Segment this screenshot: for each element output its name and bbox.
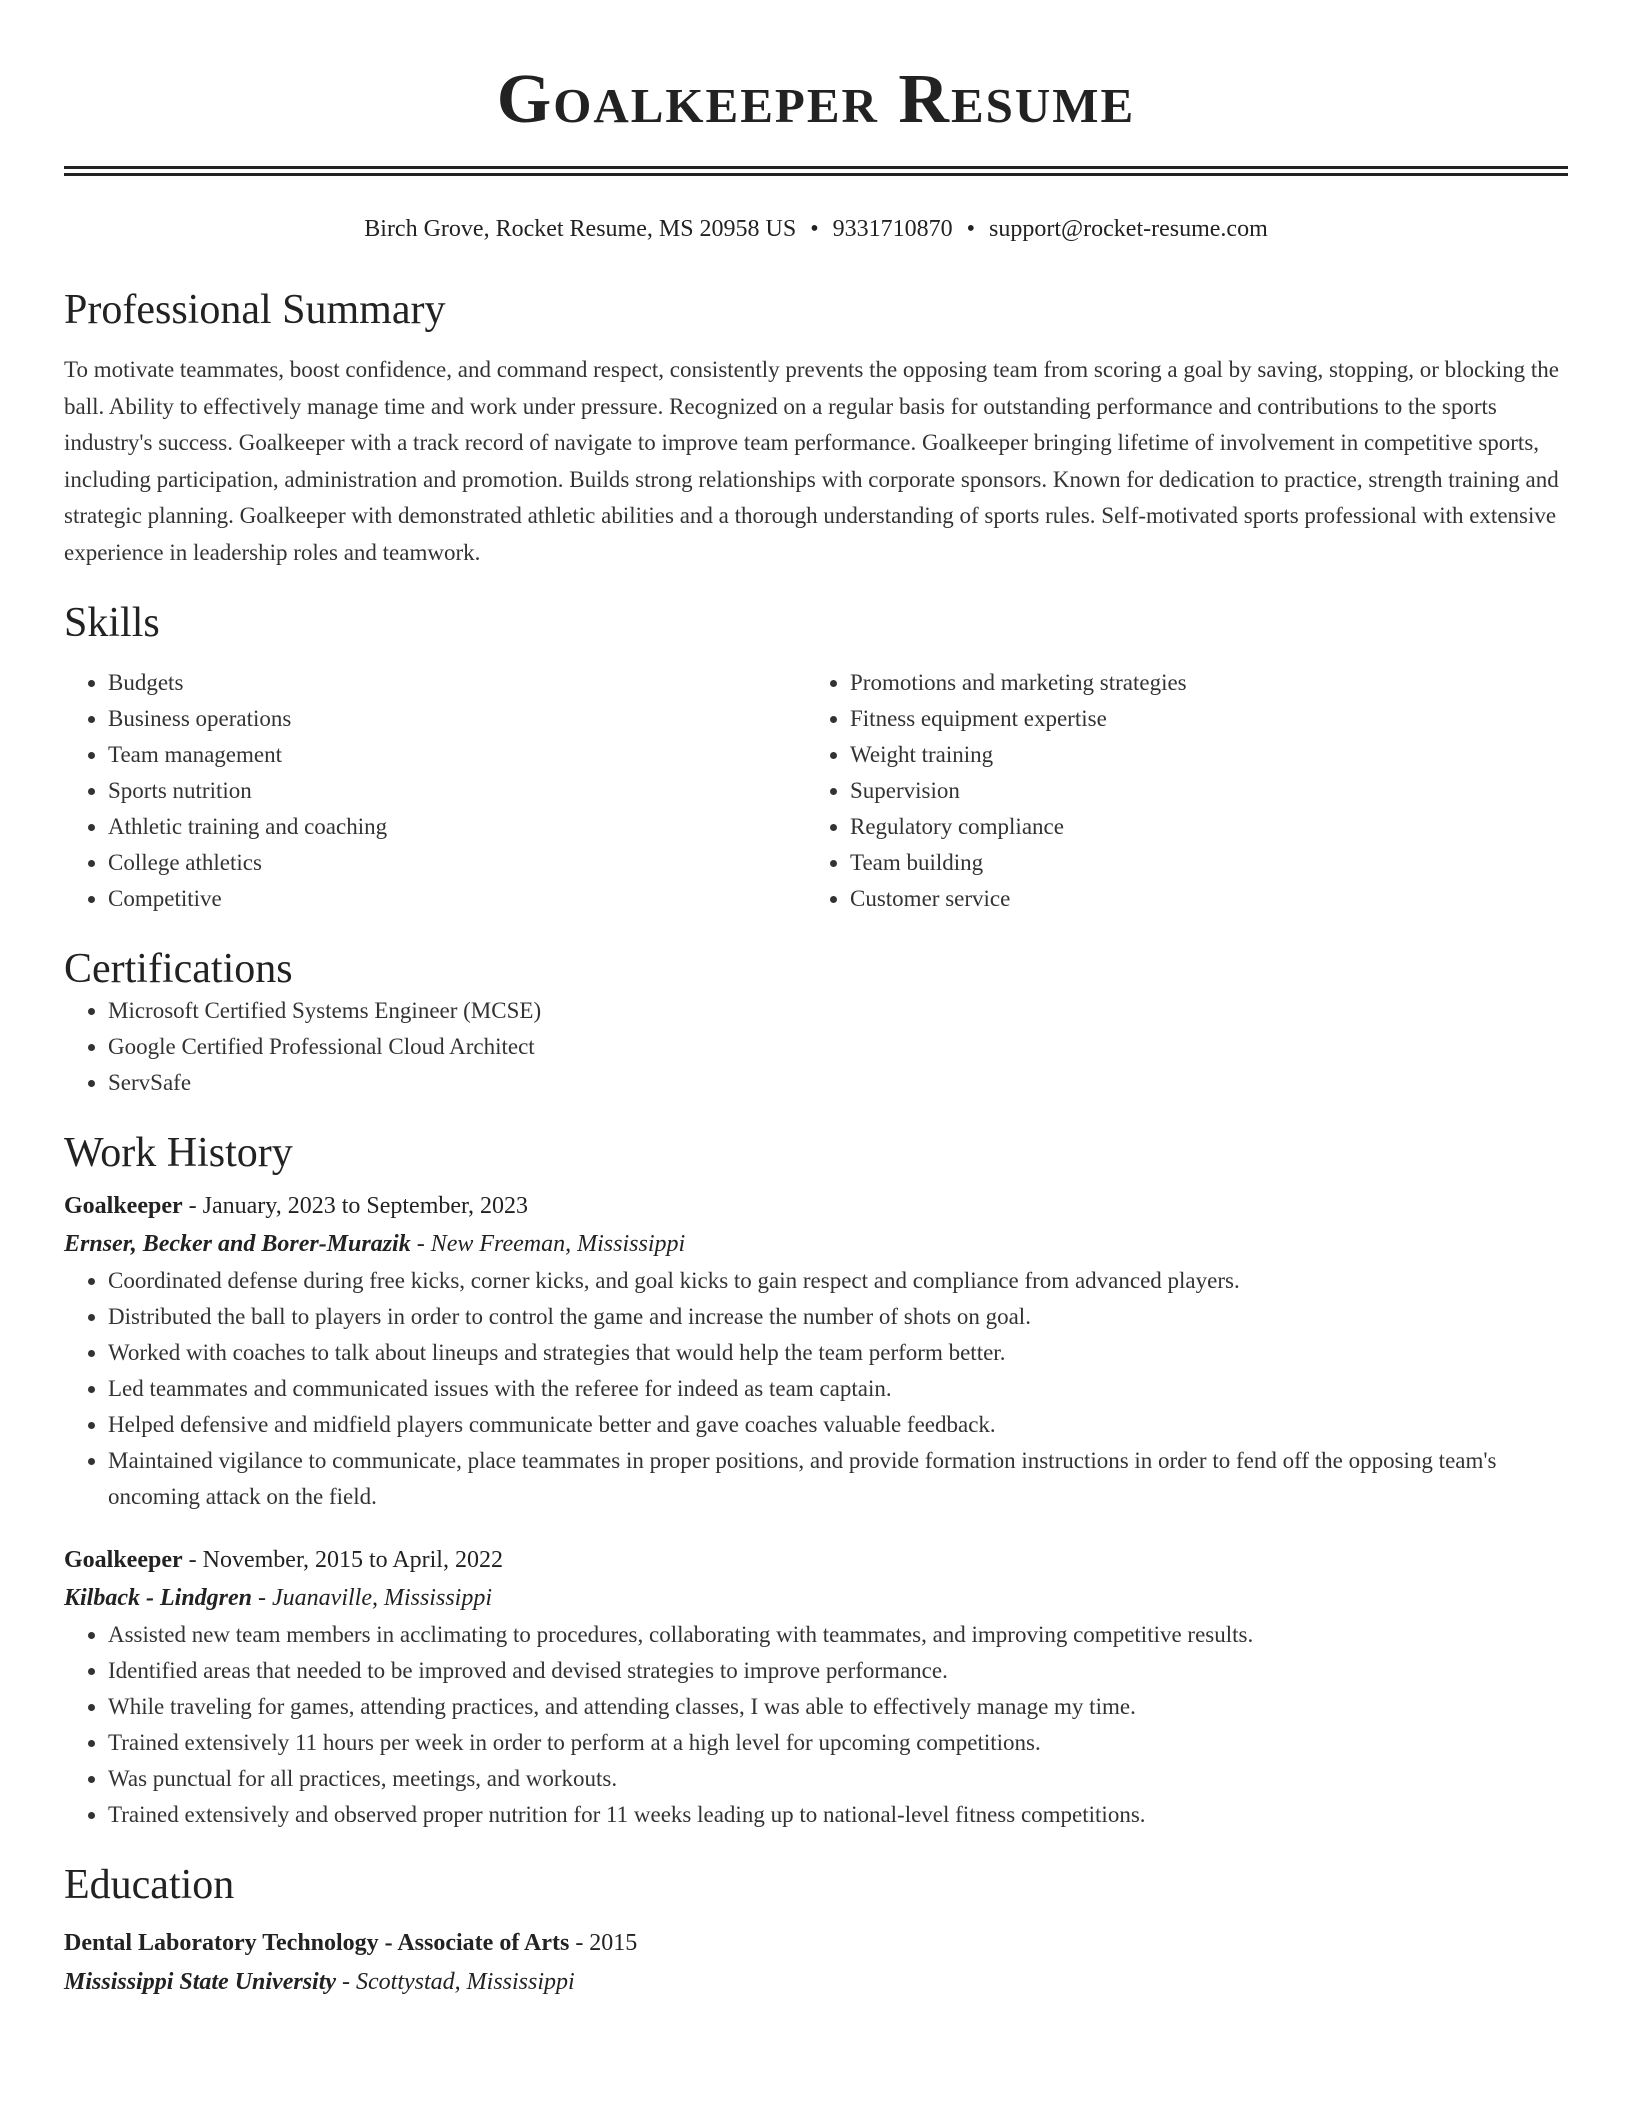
duty-item: • Coordinated defense during free kicks, corner kicks, and goal kicks to gain respect and compliance from advanced players. [108,1263,1568,1299]
skill-item: • Weight training [850,737,1548,773]
contact-separator: • [966,216,976,242]
duty-item: • Assisted new team members in acclimating to procedures, collaborating with teammates, and improving competitive results. [108,1617,1568,1653]
employer-name: Kilback - Lindgren [64,1585,253,1611]
education-heading: Education [64,1862,235,1908]
employer-location: - New Freeman, Mississippi [416,1231,686,1257]
skill-item: • Team management [108,737,806,773]
duty-item: • Was punctual for all practices, meetings, and workouts. [108,1761,1568,1797]
skills-left-list [64,665,806,917]
employer-location: - Juanaville, Mississippi [258,1585,492,1611]
skill-item: • Promotions and marketing strategies [850,665,1548,701]
skill-item: • Regulatory compliance [850,809,1548,845]
skill-item: • Supervision [850,773,1548,809]
job-title-line [64,1187,1568,1225]
job-duties-list [64,1617,1568,1833]
resume-title: Goalkeeper Resume [496,61,1136,138]
degree-name: Dental Laboratory Technology - Associate of Arts [64,1930,570,1956]
job-entry [64,1541,1568,1833]
duty-item: • Helped defensive and midfield players communicate better and gave coaches valuable feedback. [108,1407,1568,1443]
certification-item: • Microsoft Certified Systems Engineer (MCSE) [108,993,1568,1029]
degree-line [64,1923,1568,1963]
certifications-heading: Certifications [64,946,293,992]
summary-text: To motivate teammates, boost confidence, and command respect, consistently prevents the opposing team from scoring a goal by saving, stopping, or blocking the ball. Ability to effectively manage time and work under pressure. Recognized on a regular basis for outstanding performance and contributions to the sports industry's success. Goalkeeper with a track record of navigate to improve team performance. Goalkeeper bringing lifetime of involvement in competitive sports, including participation, administration and promotion. Builds strong relationships with corporate sponsors. Known for dedication to practice, strength training and strategic planning. Goalkeeper with demonstrated athletic abilities and a thorough understanding of sports rules. Self-motivated sports professional with extensive experience in leadership roles and teamwork. [64,357,1559,565]
skill-item: • Competitive [108,881,806,917]
skill-item: • Customer service [850,881,1548,917]
skills-columns [64,665,1568,917]
work-history-heading: Work History [64,1130,293,1176]
skill-item: • Team building [850,845,1548,881]
skill-item: • Fitness equipment expertise [850,701,1548,737]
certifications-list [64,993,1568,1101]
job-title: Goalkeeper [64,1193,183,1219]
employer-line [64,1225,1568,1263]
duty-item: • Trained extensively 11 hours per week in order to perform at a high level for upcoming competitions. [108,1725,1568,1761]
job-duties-list [64,1263,1568,1515]
degree-year: - 2015 [575,1930,638,1956]
duty-item: • Led teammates and communicated issues with the referee for indeed as team captain. [108,1371,1568,1407]
job-entry [64,1187,1568,1515]
duty-item: • Maintained vigilance to communicate, place teammates in proper positions, and provide formation instructions in order to fend off the opposing team's oncoming attack on the field. [108,1443,1568,1515]
duty-item: • While traveling for games, attending practices, and attending classes, I was able to effectively manage my time. [108,1689,1568,1725]
duty-item: • Distributed the ball to players in order to control the game and increase the number of shots on goal. [108,1299,1568,1335]
contact-line [64,214,1568,244]
duty-item: • Worked with coaches to talk about lineups and strategies that would help the team perform better. [108,1335,1568,1371]
skill-item: • Athletic training and coaching [108,809,806,845]
job-dates: - November, 2015 to April, 2022 [188,1547,503,1573]
contact-phone: 9331710870 [832,216,953,242]
certification-item: • ServSafe [108,1065,1568,1101]
skill-item: • College athletics [108,845,806,881]
skill-item: • Budgets [108,665,806,701]
skill-item: • Business operations [108,701,806,737]
job-title-line [64,1541,1568,1579]
skills-heading: Skills [64,600,160,646]
contact-address: Birch Grove, Rocket Resume, MS 20958 US [364,216,797,242]
duty-item: • Trained extensively and observed proper nutrition for 11 weeks leading up to national-level fitness competitions. [108,1797,1568,1833]
certification-item: • Google Certified Professional Cloud Architect [108,1029,1568,1065]
skill-item: • Sports nutrition [108,773,806,809]
school-name: Mississippi State University [64,1969,337,1995]
job-dates: - January, 2023 to September, 2023 [188,1193,529,1219]
contact-email[interactable]: support@rocket-resume.com [989,216,1268,242]
duty-item: • Identified areas that needed to be improved and devised strategies to improve performance. [108,1653,1568,1689]
contact-separator: • [810,216,819,242]
summary-heading: Professional Summary [64,287,446,333]
job-title: Goalkeeper [64,1547,183,1573]
school-location: - Scottystad, Mississippi [342,1969,575,1995]
skills-right-list [806,665,1548,917]
school-line [64,1963,1568,2001]
employer-name: Ernser, Becker and Borer-Murazik [64,1231,411,1257]
title-divider [64,166,1568,176]
employer-line [64,1579,1568,1617]
